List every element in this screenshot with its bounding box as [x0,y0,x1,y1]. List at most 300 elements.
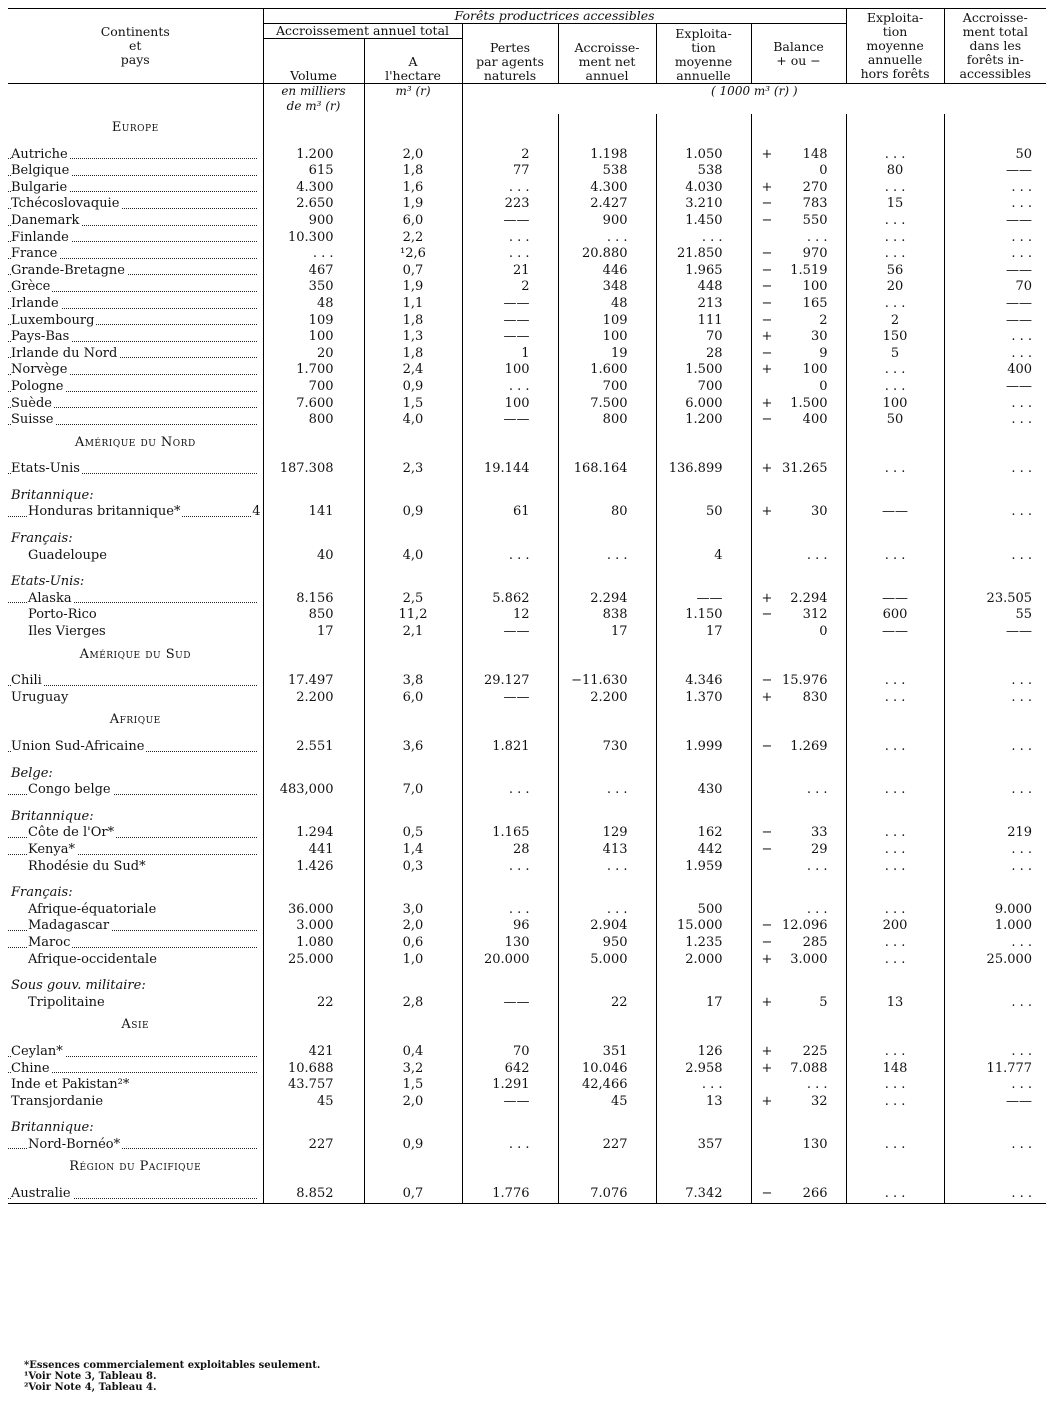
value-cell: —— [846,504,944,521]
empty-cell [751,1034,846,1044]
value-cell: 168.164 [558,461,656,478]
country-name: Honduras britannique* [28,504,181,520]
empty-cell [558,1153,656,1176]
value-cell: 351 [558,1044,656,1061]
value-cell: 1.050 [656,147,751,164]
value-cell: —— [846,624,944,641]
balance-cell [751,379,846,396]
value-cell: —— [656,591,751,608]
empty-cell [558,1110,656,1120]
empty-cell [558,429,656,452]
spacer-row [8,564,1046,574]
section-title: Afrique [109,712,161,728]
value-cell: 150 [846,329,944,346]
table-row [8,412,1046,429]
value-cell: 448 [656,279,751,296]
value-cell: 227 [263,1137,364,1154]
value-cell: . . . [944,690,1046,707]
value-cell: 500 [656,902,751,919]
empty-cell [846,1110,944,1120]
country-name: Tripolitaine [28,994,105,1010]
balance-sign: + [761,329,773,345]
empty-cell [263,968,364,978]
table-row [8,859,1046,876]
value-cell: 2,0 [364,147,462,164]
empty-cell [944,1176,1046,1186]
header-accessible-forests: Forêts productrices accessibles [263,9,846,24]
value-cell: . . . [558,230,656,247]
spacer-row [8,451,1046,461]
empty-cell [751,137,846,147]
country-cell [8,246,263,263]
value-cell: . . . [846,1137,944,1154]
forest-growth-table [8,8,1046,1204]
empty-cell [751,1110,846,1120]
empty-cell [558,968,656,978]
country-name: Bulgarie [11,179,68,195]
empty-cell [558,1034,656,1044]
country-cell [8,607,263,624]
value-cell: . . . [944,461,1046,478]
value-cell: —— [462,412,558,429]
value-cell: 100 [846,396,944,413]
value-cell: 25.000 [263,952,364,969]
value-cell: . . . [944,412,1046,429]
value-cell: 0,9 [364,379,462,396]
country-name: Côte de l'Or* [28,825,115,841]
empty-cell [846,451,944,461]
value-cell: 441 [263,842,364,859]
section-title: Europe [111,120,159,135]
balance-value: 970 [802,246,828,262]
country-name: Union Sud-Africaine [11,739,145,754]
country-name: Danemark [11,212,80,228]
empty-cell [364,451,462,461]
value-cell: 1.999 [656,739,751,756]
balance-value: 1.519 [790,262,828,278]
empty-cell [846,478,944,488]
empty-cell [656,809,751,826]
value-cell: 1,5 [364,1077,462,1094]
country-cell [8,591,263,608]
value-cell: 900 [263,213,364,230]
empty-cell [846,1011,944,1034]
value-cell: . . . [846,362,944,379]
balance-cell [751,246,846,263]
value-cell: −11.630 [558,673,656,690]
unit-thousand-m3: ( 1000 m³ (r) ) [462,84,1046,115]
value-cell: 4.346 [656,673,751,690]
country-name: Australie [11,1186,71,1202]
empty-cell [8,478,263,488]
value-cell: 3,2 [364,1061,462,1078]
value-cell: 446 [558,263,656,280]
empty-cell [263,574,364,591]
empty-cell [944,531,1046,548]
country-cell [8,263,263,280]
balance-sign: + [761,951,773,967]
empty-cell [944,1153,1046,1176]
table-body [8,114,1046,1203]
empty-cell [944,641,1046,664]
empty-cell [462,729,558,739]
value-cell: . . . [846,690,944,707]
table-row [8,607,1046,624]
country-name: Alaska [28,590,72,606]
empty-cell [944,756,1046,766]
empty-cell [656,968,751,978]
country-name: Irlande du Nord [11,345,118,361]
value-cell: 400 [944,362,1046,379]
header-volume: Volume [263,39,364,84]
empty-cell [462,488,558,505]
value-cell: 6.000 [656,396,751,413]
value-cell: . . . [846,379,944,396]
balance-cell [751,147,846,164]
value-cell: 730 [558,739,656,756]
balance-value: 130 [802,1136,828,1152]
header-annual-growth: Accroissement annuel total [263,24,462,39]
country-cell [8,842,263,859]
country-cell [8,1137,263,1154]
value-cell: 4,0 [364,548,462,565]
value-cell: 3.210 [656,196,751,213]
empty-cell [558,451,656,461]
empty-cell [364,1034,462,1044]
balance-value: 9 [819,345,828,361]
country-name: Grande-Bretagne [11,262,125,278]
balance-cell [751,180,846,197]
empty-cell [944,706,1046,729]
value-cell: . . . [846,548,944,565]
balance-value: 32 [810,1093,828,1109]
value-cell: 7.500 [558,396,656,413]
balance-sign: + [761,1060,773,1076]
empty-cell [462,137,558,147]
empty-cell [263,564,364,574]
country-name: Chine [11,1060,50,1076]
empty-cell [558,488,656,505]
value-cell: 1,8 [364,313,462,330]
value-cell: 22 [263,995,364,1012]
table-row [8,825,1046,842]
value-cell: 109 [263,313,364,330]
value-cell: 1,3 [364,329,462,346]
value-cell: . . . [846,1044,944,1061]
table-row [8,263,1046,280]
value-cell: 950 [558,935,656,952]
empty-cell [751,729,846,739]
value-cell: 17 [656,995,751,1012]
table-row [8,461,1046,478]
empty-cell [558,641,656,664]
empty-cell [944,574,1046,591]
value-cell: 615 [263,163,364,180]
value-cell: 413 [558,842,656,859]
value-cell: 1,0 [364,952,462,969]
spacer-row [8,1176,1046,1186]
value-cell: . . . [846,213,944,230]
value-cell: 42,466 [558,1077,656,1094]
value-cell: . . . [846,246,944,263]
balance-value: 400 [802,412,828,428]
spacer-row [8,756,1046,766]
empty-cell [751,488,846,505]
table-row [8,739,1046,756]
table-header [8,9,1046,115]
value-cell: 2.200 [558,690,656,707]
country-name: Uruguay [11,689,69,705]
value-cell: 11.777 [944,1061,1046,1078]
value-cell: 13 [846,995,944,1012]
value-cell: 20 [263,346,364,363]
balance-cell [751,859,846,876]
value-cell: 227 [558,1137,656,1154]
value-cell: 2.200 [263,690,364,707]
empty-cell [462,478,558,488]
value-cell: . . . [462,548,558,565]
balance-value: 2 [819,312,828,328]
empty-cell [751,641,846,664]
value-cell: . . . [944,842,1046,859]
value-cell: 467 [263,263,364,280]
empty-cell [263,531,364,548]
empty-cell [558,1176,656,1186]
value-cell: 6,0 [364,213,462,230]
balance-cell [751,1186,846,1203]
empty-cell [751,978,846,995]
value-cell: . . . [944,346,1046,363]
empty-cell [462,885,558,902]
value-cell: . . . [462,379,558,396]
country-name: Grèce [11,279,51,295]
value-cell: 219 [944,825,1046,842]
balance-cell [751,825,846,842]
empty-cell [751,756,846,766]
empty-cell [558,663,656,673]
value-cell: 213 [656,296,751,313]
value-cell: 200 [846,918,944,935]
spacer-row [8,799,1046,809]
country-name: Madagascar [28,918,110,934]
empty-cell [656,706,751,729]
value-cell: —— [462,1094,558,1111]
empty-cell [846,1120,944,1137]
balance-cell [751,412,846,429]
country-name: Irlande [11,295,59,311]
country-cell [8,548,263,565]
table-row [8,1077,1046,1094]
country-cell [8,362,263,379]
empty-cell [263,488,364,505]
header-losses: Pertes par agents naturels [462,24,558,84]
empty-cell [462,451,558,461]
balance-sign: − [761,279,773,295]
empty-cell [263,706,364,729]
value-cell: 642 [462,1061,558,1078]
value-cell: 109 [558,313,656,330]
empty-cell [846,968,944,978]
balance-cell [751,690,846,707]
group-row [8,766,1046,783]
balance-sign: − [761,673,773,689]
balance-value: 148 [802,146,828,162]
value-cell: 1.821 [462,739,558,756]
empty-cell [656,521,751,531]
value-cell: 55 [944,607,1046,624]
value-cell: 17 [263,624,364,641]
empty-cell [656,564,751,574]
value-cell: 48 [263,296,364,313]
empty-cell [656,799,751,809]
empty-cell [8,968,263,978]
empty-cell [263,1011,364,1034]
empty-cell [8,1176,263,1186]
balance-value: 0 [819,378,828,394]
footnotes [24,1360,320,1393]
empty-cell [751,451,846,461]
balance-cell [751,591,846,608]
empty-cell [558,564,656,574]
value-cell: 43.757 [263,1077,364,1094]
balance-value: 3.000 [790,951,828,967]
country-cell [8,196,263,213]
country-name: Iles Vierges [28,624,106,640]
balance-cell [751,1044,846,1061]
value-cell: 111 [656,313,751,330]
balance-value: . . . [806,229,828,245]
value-cell: 15 [846,196,944,213]
table-row [8,296,1046,313]
balance-sign: − [761,739,773,754]
table-row [8,591,1046,608]
value-cell: 80 [558,504,656,521]
country-cell [8,180,263,197]
table-row [8,935,1046,952]
footnote: ¹Voir Note 3, Tableau 8. [24,1371,157,1382]
empty-cell [462,799,558,809]
balance-cell [751,607,846,624]
balance-sign: − [761,212,773,228]
country-cell [8,379,263,396]
section-title: Région du Pacifique [69,1159,202,1175]
value-cell: 36.000 [263,902,364,919]
unit-volume: en milliers de m³ (r) [263,84,364,115]
empty-cell [846,1176,944,1186]
empty-cell [8,799,263,809]
table-row [8,196,1046,213]
value-cell: 2,0 [364,1094,462,1111]
balance-value: 783 [802,196,828,212]
value-cell: 1.450 [656,213,751,230]
country-cell [8,230,263,247]
table-row [8,842,1046,859]
unit-hectare: m³ (r) [364,84,462,115]
empty-cell [846,488,944,505]
empty-cell [656,114,751,137]
country-cell [8,952,263,969]
balance-sign: − [761,412,773,428]
balance-cell [751,902,846,919]
balance-value: 830 [802,689,828,705]
balance-cell [751,296,846,313]
table-row [8,624,1046,641]
value-cell: . . . [944,995,1046,1012]
value-cell: 9.000 [944,902,1046,919]
value-cell: 4.030 [656,180,751,197]
value-cell: 700 [263,379,364,396]
empty-cell [751,429,846,452]
value-cell: 1,8 [364,346,462,363]
balance-cell [751,346,846,363]
empty-cell [8,564,263,574]
empty-cell [263,114,364,137]
value-cell: . . . [846,739,944,756]
balance-sign: − [761,1186,773,1202]
empty-cell [462,1153,558,1176]
value-cell: 800 [558,412,656,429]
value-cell: . . . [944,1137,1046,1154]
country-cell [8,624,263,641]
country-cell [8,782,263,799]
value-cell: . . . [558,782,656,799]
empty-cell [558,478,656,488]
empty-cell [462,521,558,531]
empty-cell [751,114,846,137]
section-row [8,1153,1046,1176]
empty-cell [364,766,462,783]
empty-cell [558,885,656,902]
value-cell: . . . [944,246,1046,263]
balance-value: 30 [810,329,828,345]
empty-cell [944,478,1046,488]
value-cell: —— [846,591,944,608]
balance-cell [751,739,846,756]
value-cell: . . . [944,548,1046,565]
balance-value: 1.269 [790,739,828,754]
value-cell: 1,8 [364,163,462,180]
country-name: Etats-Unis [11,461,80,477]
value-cell: 350 [263,279,364,296]
balance-sign: + [761,461,773,477]
value-cell: 8.852 [263,1186,364,1203]
value-cell: 2,3 [364,461,462,478]
table-row [8,362,1046,379]
empty-cell [462,574,558,591]
balance-sign: + [761,689,773,705]
table-row [8,1044,1046,1061]
value-cell: 21.850 [656,246,751,263]
spacer-row [8,875,1046,885]
value-cell: . . . [846,842,944,859]
section-row [8,114,1046,137]
value-cell: . . . [846,296,944,313]
value-cell: 2.958 [656,1061,751,1078]
value-cell: 850 [263,607,364,624]
group-label: Britannique: [11,487,94,503]
balance-value: 31.265 [782,461,828,477]
empty-cell [846,809,944,826]
value-cell: . . . [846,1077,944,1094]
value-cell: 2,5 [364,591,462,608]
empty-cell [751,574,846,591]
empty-cell [462,756,558,766]
value-cell: 130 [462,935,558,952]
value-cell: . . . [944,180,1046,197]
value-cell: 5.862 [462,591,558,608]
country-cell [8,147,263,164]
value-cell: 1.198 [558,147,656,164]
